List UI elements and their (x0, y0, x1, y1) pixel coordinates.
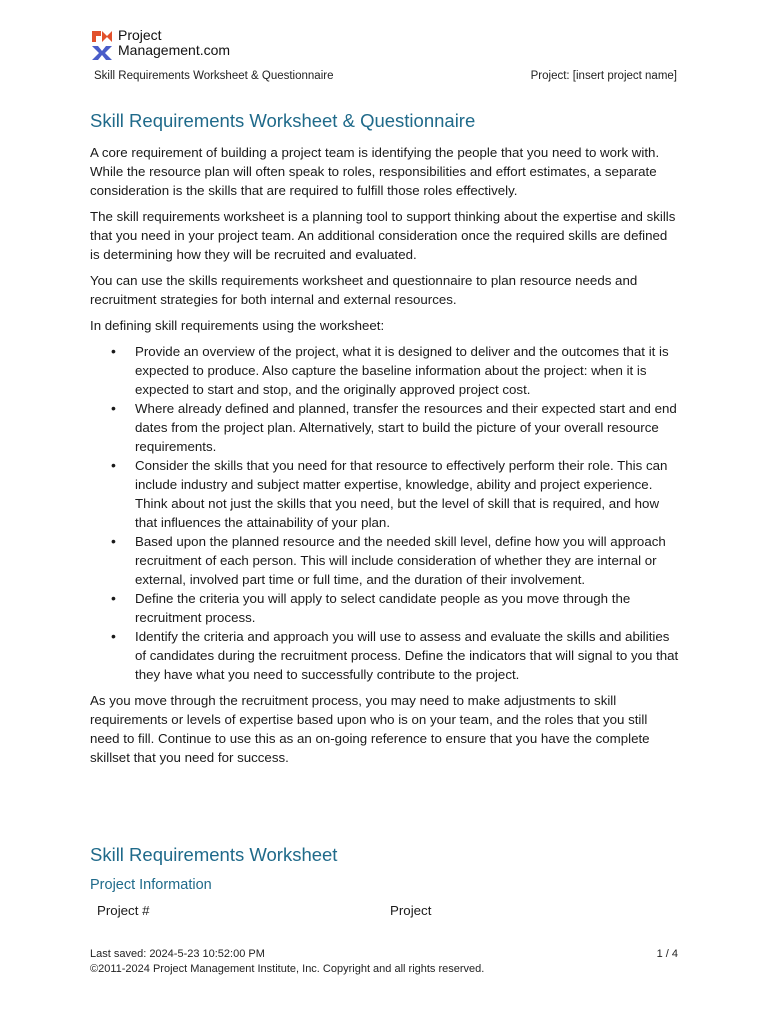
list-item-text: Identify the criteria and approach you will use to assess and evaluate the skills and abilities of candidates during the recruitment process. Define the indicators that will signal to you that they have what you need to successfully contribute to the project. (135, 629, 679, 682)
page-number: 1 / 4 (656, 948, 678, 960)
list-item (111, 342, 680, 399)
list-item (111, 627, 680, 684)
intro-paragraph-1: A core requirement of building a project team is identifying the people that you need to work with. While the resource plan will often speak to roles, responsibilities and effort estimates, a separate consideration is the skills that are required to fulfill those roles effectively. (90, 145, 660, 198)
project-name-label: Project (390, 903, 432, 918)
page-footer (90, 947, 678, 977)
main-content (90, 108, 680, 774)
pmi-logo-mark-icon (91, 30, 113, 60)
worksheet-section (90, 842, 680, 922)
bullet-icon: • (111, 457, 116, 473)
list-item (111, 532, 680, 589)
project-information-heading: Project Information (90, 877, 212, 893)
logo-line-2: Management.com (118, 42, 231, 58)
logo-line-1: Project (118, 27, 162, 43)
list-item-text: Consider the skills that you need for that resource to effectively perform their role. This can include industry and subject matter expertise, knowledge, ability and project experience. Think about not just the skills that you need, but the level of skill that is required, and how that influences the attainability of your plan. (135, 458, 668, 530)
closing-paragraph: As you move through the recruitment process, you may need to make adjustments to skill requirements or levels of expertise based upon who is on your team, and the roles that you still need to fill. Continue to use this as an on-going reference to ensure that you have the complete skillset that you need for success. (90, 693, 650, 765)
list-item (111, 589, 680, 627)
intro-paragraph-3: You can use the skills requirements worksheet and questionnaire to plan resource needs and recruitment strategies for both internal and external resources. (90, 273, 638, 307)
bullet-icon: • (111, 590, 116, 606)
list-item-text: Define the criteria you will apply to select candidate people as you move through the recruitment process. (135, 591, 631, 625)
worksheet-title: Skill Requirements Worksheet (90, 844, 338, 865)
list-item (111, 399, 680, 456)
list-item-text: Based upon the planned resource and the needed skill level, define how you will approach recruitment of each person. This will include consideration of whether they are internal or external, involved part time or full time, and the duration of their involvement. (135, 534, 666, 587)
page-title: Skill Requirements Worksheet & Questionnaire (90, 110, 476, 131)
project-number-label: Project # (97, 903, 150, 918)
project-info-row (90, 900, 680, 922)
bullet-icon: • (111, 400, 116, 416)
copyright-text: ©2011-2024 Project Management Institute, Inc. Copyright and all rights reserved. (90, 963, 485, 975)
list-item-text: Where already defined and planned, transfer the resources and their expected start and end dates from the project plan. Alternatively, start to build the picture of your overall resource requirements. (135, 401, 677, 454)
instruction-list (90, 342, 680, 684)
intro-paragraph-4: In defining skill requirements using the worksheet: (90, 318, 385, 333)
intro-paragraph-2: The skill requirements worksheet is a planning tool to support thinking about the expertise and skills that you need in your project team. An additional consideration once the required skills are defined is determining how they will be recruited and evaluated. (90, 209, 676, 262)
header-project-name: Project: [insert project name] (530, 70, 677, 82)
list-item (111, 456, 680, 532)
bullet-icon: • (111, 628, 116, 644)
bullet-icon: • (111, 533, 116, 549)
bullet-icon: • (111, 343, 116, 359)
last-saved-text: Last saved: 2024-5-23 10:52:00 PM (90, 948, 265, 960)
list-item-text: Provide an overview of the project, what it is designed to deliver and the outcomes that it is expected to produce. Also capture the baseline information about the project: when it is expected to start and stop, and the originally approved project cost. (135, 344, 669, 397)
header-document-title: Skill Requirements Worksheet & Questionnaire (94, 70, 334, 82)
logo-text (118, 28, 230, 58)
